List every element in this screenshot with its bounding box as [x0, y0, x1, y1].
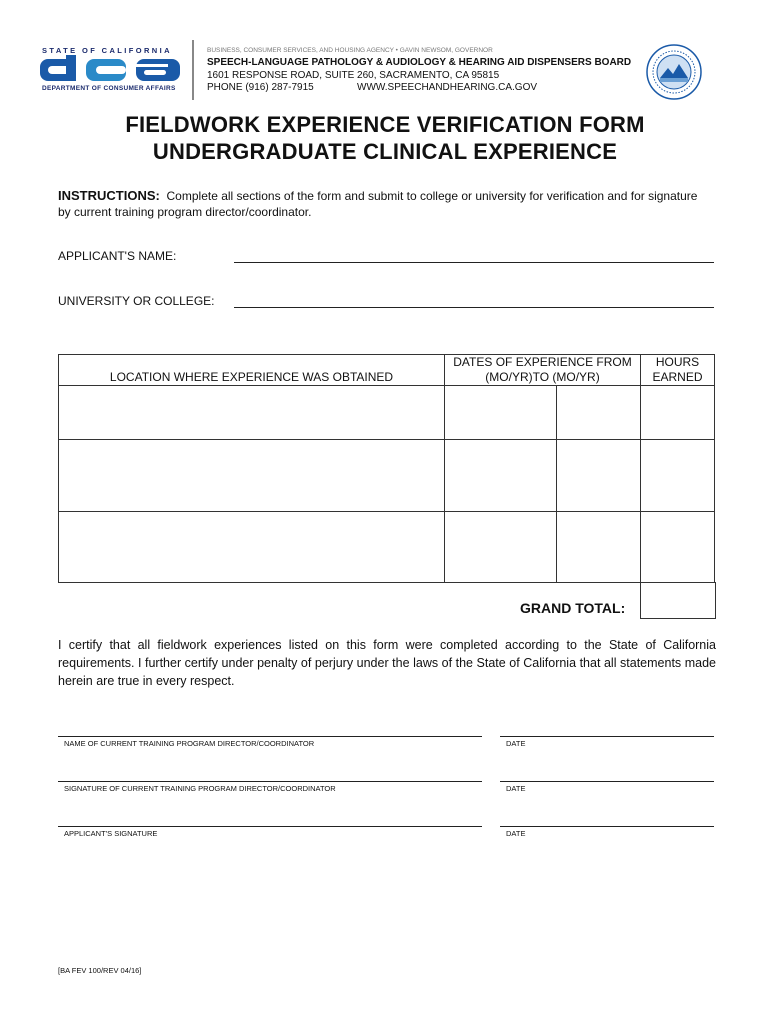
- grand-total-field[interactable]: [640, 582, 716, 619]
- form-subtitle: UNDERGRADUATE CLINICAL EXPERIENCE: [152, 139, 618, 164]
- location-header: LOCATION WHERE EXPERIENCE WAS OBTAINED: [59, 355, 445, 386]
- table-row: [59, 512, 715, 583]
- location-cell[interactable]: [59, 386, 445, 440]
- board-website: WWW.SPEECHANDHEARING.CA.GOV: [357, 82, 538, 93]
- university-field[interactable]: [234, 307, 714, 308]
- hours-header: HOURS EARNED: [641, 355, 715, 386]
- date-label: DATE: [506, 739, 526, 748]
- date-to-cell[interactable]: [557, 440, 641, 512]
- location-cell[interactable]: [59, 440, 445, 512]
- instructions-text: Complete all sections of the form and submit to college or university for verification and for signature by current training program director/coordinator.: [58, 189, 698, 219]
- header-divider: [192, 40, 194, 100]
- director-name-label: NAME OF CURRENT TRAINING PROGRAM DIRECTOR/COORDINATOR: [64, 739, 315, 748]
- instructions: [58, 188, 708, 220]
- hours-cell[interactable]: [641, 440, 715, 512]
- hours-cell[interactable]: [641, 386, 715, 440]
- board-address: 1601 RESPONSE ROAD, SUITE 260, SACRAMENTO, CA 95815: [207, 70, 500, 81]
- dca-logo: [40, 55, 180, 85]
- table-row: [59, 386, 715, 440]
- university-label: UNIVERSITY OR COLLEGE:: [58, 294, 215, 308]
- table-header-row: [59, 355, 715, 386]
- date-to-cell[interactable]: [557, 512, 641, 583]
- date-from-cell[interactable]: [445, 512, 557, 583]
- director-signature-date-field[interactable]: [500, 781, 714, 782]
- date-from-cell[interactable]: [445, 440, 557, 512]
- date-to-cell[interactable]: [557, 386, 641, 440]
- grand-total-label: GRAND TOTAL:: [520, 600, 626, 616]
- hours-cell[interactable]: [641, 512, 715, 583]
- applicant-signature-label: APPLICANT'S SIGNATURE: [64, 829, 158, 838]
- date-from-cell[interactable]: [445, 386, 557, 440]
- state-seal-icon: [646, 44, 702, 100]
- applicant-signature-field[interactable]: [58, 826, 482, 827]
- certification-statement: I certify that all fieldwork experiences listed on this form were completed according to the State of California requirements. I further certify under penalty of perjury under the laws of the State of California that all statements made herein are true in every respect.: [58, 638, 716, 688]
- applicant-name-label: APPLICANT'S NAME:: [58, 249, 177, 263]
- director-name-date-field[interactable]: [500, 736, 714, 737]
- director-signature-label: SIGNATURE OF CURRENT TRAINING PROGRAM DIRECTOR/COORDINATOR: [64, 784, 336, 793]
- form-title: FIELDWORK EXPERIENCE VERIFICATION FORM: [125, 112, 645, 137]
- director-name-field[interactable]: [58, 736, 482, 737]
- date-label: DATE: [506, 784, 526, 793]
- board-name: SPEECH-LANGUAGE PATHOLOGY & AUDIOLOGY & HEARING AID DISPENSERS BOARD: [207, 57, 632, 68]
- date-label: DATE: [506, 829, 526, 838]
- dca-logo-top-text: STATE OF CALIFORNIA: [42, 46, 172, 55]
- director-signature-field[interactable]: [58, 781, 482, 782]
- dca-logo-bottom-text: DEPARTMENT OF CONSUMER AFFAIRS: [42, 85, 176, 92]
- location-cell[interactable]: [59, 512, 445, 583]
- table-row: [59, 440, 715, 512]
- dates-header: DATES OF EXPERIENCE FROM (MO/YR)TO (MO/YR): [445, 355, 641, 386]
- applicant-name-field[interactable]: [234, 262, 714, 263]
- applicant-signature-date-field[interactable]: [500, 826, 714, 827]
- agency-line: BUSINESS, CONSUMER SERVICES, AND HOUSING AGENCY • GAVIN NEWSOM, GOVERNOR: [207, 47, 493, 54]
- instructions-label: INSTRUCTIONS:: [58, 188, 160, 203]
- board-phone: PHONE (916) 287-7915: [207, 82, 314, 93]
- experience-table: [58, 354, 715, 583]
- form-revision-code: [BA FEV 100/REV 04/16]: [58, 966, 142, 975]
